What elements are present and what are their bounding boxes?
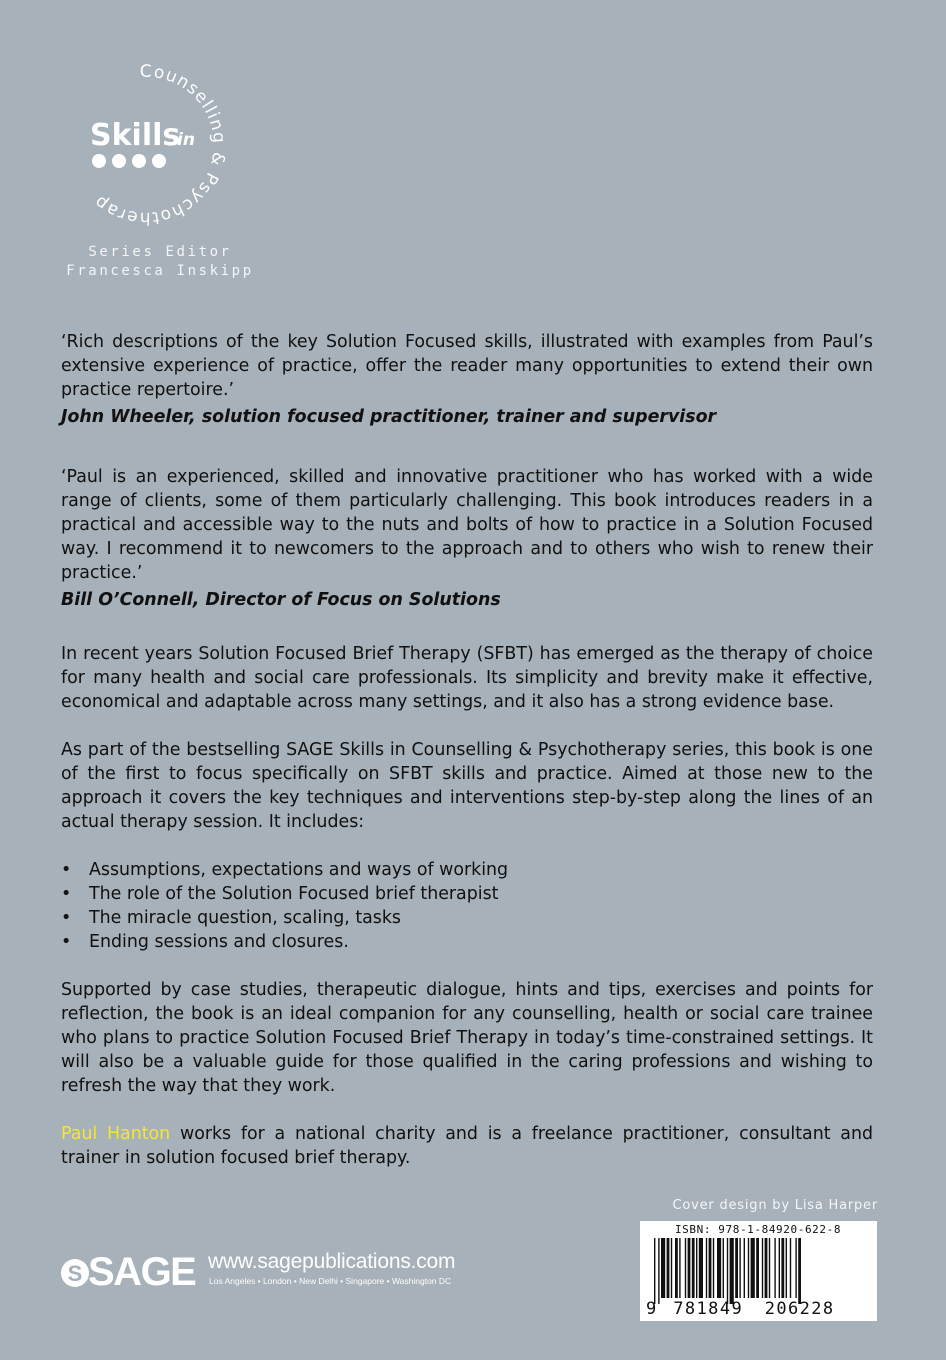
endorsement-quote: ‘Paul is an experienced, skilled and innovative practitioner who has worked with a wide range of clients, some of them particularly challenging. This book introduces readers in a practical and accessible way to the nuts and bolts of how to practice in a Solution Focused way. I recommend it to newcomers to the approach and to others who wish to renew their practice.’ [61,467,873,583]
endorsement-1 [61,330,873,429]
barcode-digits [646,1299,872,1319]
publisher-block [60,1248,500,1298]
endorsement-2 [61,465,873,612]
bullet-icon: • [61,884,72,904]
series-editor-name: Francesca Inskipp [66,263,254,279]
logo-skills-text: Skills [90,118,181,153]
bullet-icon: • [61,908,72,928]
description-paragraph-2: As part of the bestselling SAGE Skills in Counselling & Psychotherapy series, this book is one of the first to focus specifically on SFBT skills and practice. Aimed at those new to the approach it covers the key techniques and interventions step-by-step along the lines of an actual therapy session. It includes: [61,740,873,832]
description-paragraph-1: In recent years Solution Focused Brief Therapy (SFBT) has emerged as the therapy of choice for many health and social care professionals. Its simplicity and brevity make it effective, economical and adaptable across many settings, and it also has a strong evidence base. [61,644,873,712]
bullet-icon: • [61,932,72,952]
back-cover-text [61,330,873,1194]
description-paragraph-3: Supported by case studies, therapeutic dialogue, hints and tips, exercises and points for reflection, the book is an ideal companion for any counselling, health or social care trainee who plans to practice Solution Focused Brief Therapy in today’s time-constrained settings. It will also be a valuable guide for those qualified in the caring professions and wishing to refresh the way that they work. [61,980,873,1096]
author-name: Paul Hanton [61,1124,171,1144]
list-item: • The miracle question, scaling, tasks [61,908,401,928]
author-bio [61,1122,873,1170]
endorsement-quote: ‘Rich descriptions of the key Solution Focused skills, illustrated with examples from Paul’s extensive experience of practice, offer the reader many opportunities to extend their own practice repertoire.’ [61,332,873,400]
cover-design-credit: Cover design by Lisa Harper [672,1198,878,1213]
series-logo [60,55,260,230]
series-editor-label: Series Editor [88,244,232,260]
series-editor [60,243,260,281]
logo-in-text: in [177,130,195,150]
four-dots-icon [92,154,166,168]
list-item: • Assumptions, expectations and ways of working [61,860,509,880]
publisher-url[interactable]: www.sagepublications.com [208,1250,456,1273]
barcode-group-2: 206228 [764,1299,835,1319]
barcode-lead-digit: 9 [646,1299,658,1319]
list-item: • The role of the Solution Focused brief therapist [61,884,499,904]
list-item: • Ending sessions and closures. [61,932,349,952]
sage-logo-icon [60,1253,90,1293]
isbn-barcode [640,1221,877,1321]
author-bio-text: works for a national charity and is a freelance practitioner, consultant and trainer in solution focused brief therapy. [61,1124,874,1168]
contents-list [61,858,873,954]
endorsement-attribution: Bill O’Connell, Director of Focus on Solutions [61,590,501,610]
svg-text:S: S [67,1261,83,1286]
publisher-logo: SAGE [88,1250,196,1294]
logo-arc-text: Counselling & Psychotherap [90,61,230,228]
bullet-icon: • [61,860,72,880]
endorsement-attribution: John Wheeler, solution focused practitioner, trainer and supervisor [61,407,717,427]
publisher-cities: Los Angeles • London • New Delhi • Singapore • Washington DC [209,1276,452,1286]
isbn-label: ISBN: 978-1-84920-622-8 [674,1223,842,1236]
series-logo-graphic [60,55,260,230]
barcode-group-1: 781849 [673,1299,744,1319]
